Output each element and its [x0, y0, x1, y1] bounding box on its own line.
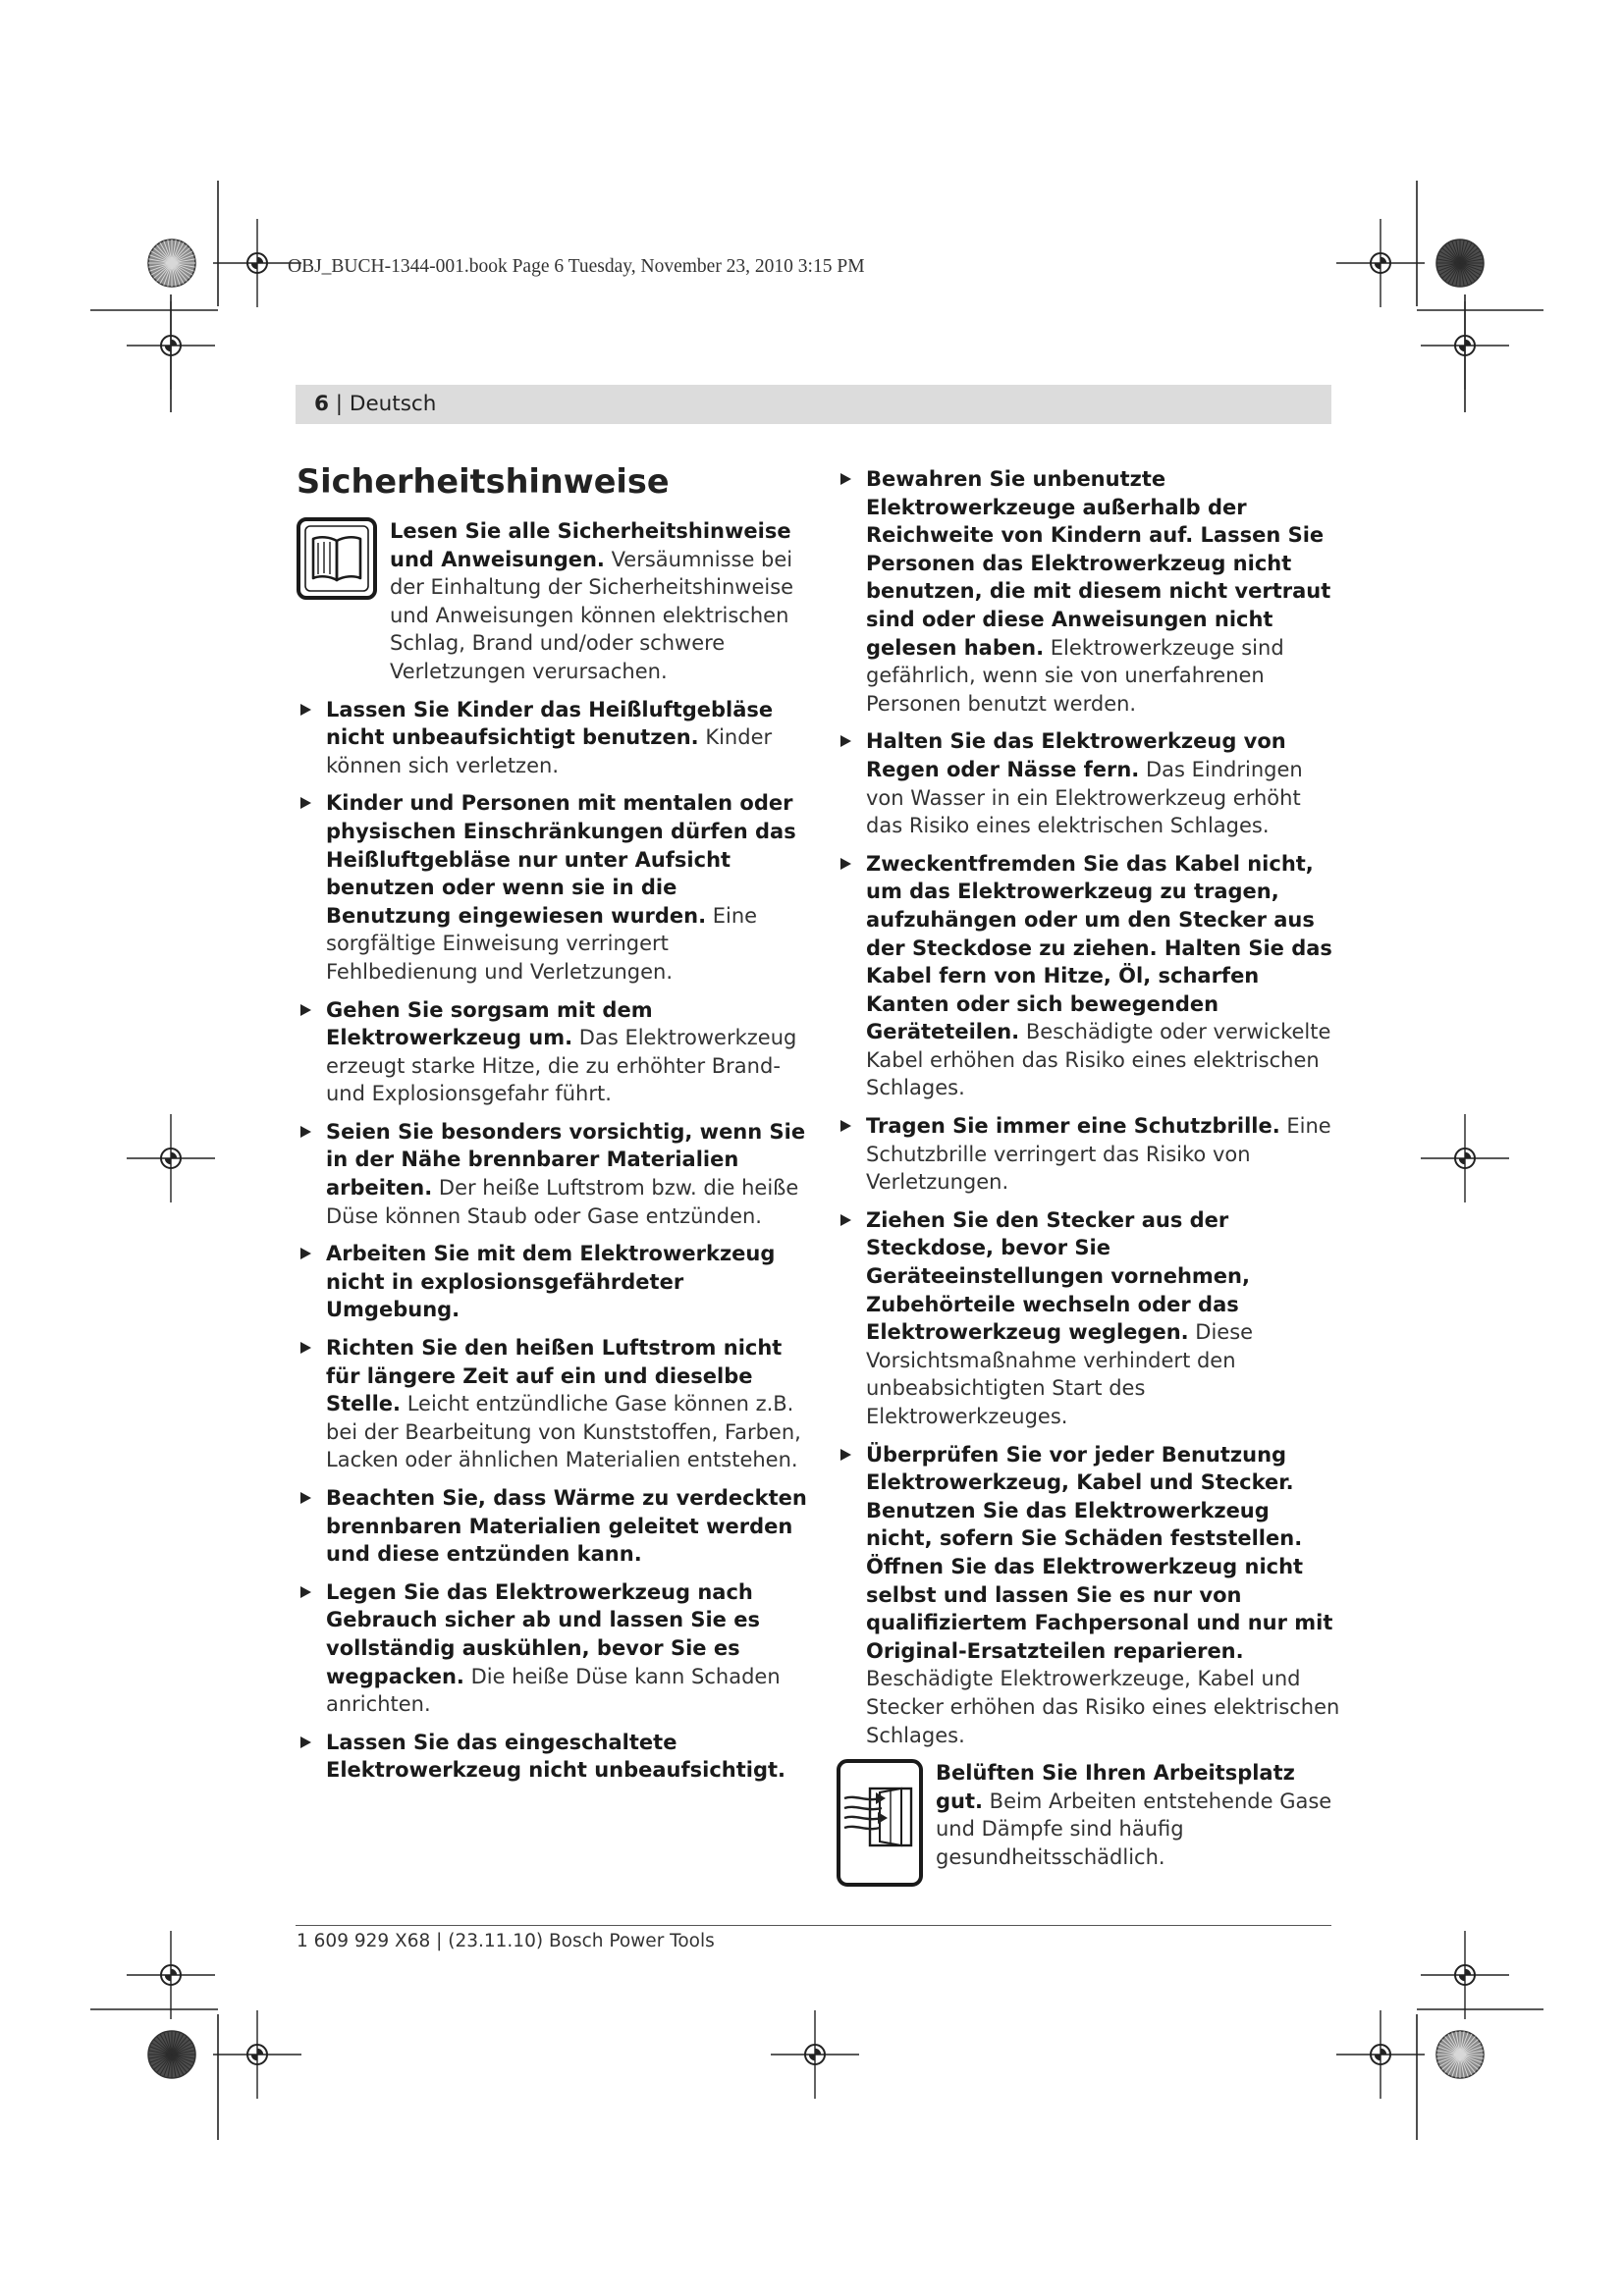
intro-text: [390, 517, 807, 686]
safety-item-bold: Zweckentfremden Sie das Kabel nicht, um das Elektrowerkzeug zu tragen, aufzuhängen oder um den Stecker aus der Steckdose zu ziehen. Halten Sie das Kabel fern von Hitze, Öl, scharfen Kanten oder sich bewegenden Geräteteilen.: [866, 851, 1332, 1044]
registration-quadrant: [1465, 340, 1471, 346]
safety-item-bold: Bewahren Sie unbenutzte Elektrowerkzeuge außerhalb der Reichweite von Kindern auf. Lassen Sie Personen das Elektrowerkzeug nicht benutzen, die mit diesem nicht vertraut sind oder diese Anweisungen nicht gelesen haben.: [866, 467, 1331, 660]
safety-item-bold: Gehen Sie sorgsam mit dem Elektrowerkzeug um.: [326, 997, 653, 1050]
bullet-arrow-icon: [300, 797, 311, 809]
left-safety-list: [297, 696, 807, 1785]
bullet-arrow-icon: [300, 704, 311, 716]
ventilation-text: [936, 1759, 1341, 1871]
header-text: [314, 392, 436, 416]
ventilation-bold: Belüften Sie Ihren Arbeitsplatz gut.: [936, 1761, 1295, 1813]
safety-item-bold: Tragen Sie immer eine Schutzbrille.: [866, 1114, 1280, 1139]
registration-quadrant: [815, 2049, 821, 2055]
registration-quadrant: [251, 2055, 257, 2060]
safety-item-bold: Lassen Sie Kinder das Heißluftgebläse nicht unbeaufsichtigt benutzen.: [326, 697, 774, 750]
right-safety-list: [837, 465, 1341, 1749]
safety-item-bold: Kinder und Personen mit mentalen oder physischen Einschränkungen dürfen das Heißluftgebläse nur unter Aufsicht benutzen oder wenn sie in die Benutzung eingewiesen wurden.: [326, 791, 796, 928]
registration-quadrant: [1459, 346, 1465, 351]
bullet-arrow-icon: [300, 1342, 311, 1354]
safety-item-text: Eine sorgfältige Einweisung verringert Fehlbedienung und Verletzungen.: [326, 903, 758, 984]
safety-item-text: Leicht entzündliche Gase können z.B. bei der Bearbeitung von Kunststoffen, Farben, Lacken oder ähnlichen Materialien entstehen.: [326, 1392, 801, 1472]
registration-quadrant: [257, 257, 263, 263]
footer-rule: [296, 1925, 1331, 1926]
bullet-arrow-icon: [840, 1214, 851, 1226]
bullet-arrow-icon: [300, 1736, 311, 1748]
left-column: [297, 517, 807, 1794]
safety-item-bold: Halten Sie das Elektrowerkzeug von Regen oder Nässe fern.: [866, 729, 1286, 781]
registration-quadrant: [1380, 257, 1386, 263]
page-number: 6: [314, 392, 329, 416]
ventilation-block: [837, 1759, 1341, 1887]
safety-item-bold: Überprüfen Sie vor jeder Benutzung Elektrowerkzeug, Kabel und Stecker. Benutzen Sie das Elektrowerkzeug nicht, sofern Sie Schäden feststellen. Öffnen Sie das Elektrowerkzeug nicht selbst und lassen Sie es nur von qualifiziertem Fachpersonal und nur mit Original-Ersatzteilen reparieren.: [866, 1442, 1333, 1663]
safety-item: [297, 996, 807, 1108]
safety-item: [297, 1240, 807, 1324]
registration-quadrant: [171, 340, 177, 346]
header-bar: [296, 385, 1331, 424]
header-language: Deutsch: [349, 392, 437, 416]
ventilation-window-icon: [837, 1759, 923, 1887]
safety-item: [837, 1206, 1341, 1431]
bullet-arrow-icon: [300, 1126, 311, 1138]
safety-item-text: Die heiße Düse kann Schaden anrichten.: [326, 1664, 781, 1717]
safety-item-bold: Seien Sie besonders vorsichtig, wenn Sie in der Nähe brennbarer Materialien arbeiten.: [326, 1119, 806, 1201]
bullet-arrow-icon: [840, 1120, 851, 1132]
safety-item-text: Der heiße Luftstrom bzw. die heiße Düse können Staub oder Gase entzünden.: [326, 1176, 799, 1228]
header-separator: |: [328, 392, 350, 416]
safety-item: [297, 1334, 807, 1474]
safety-item-text: Diese Vorsichtsmaßnahme verhindert den unbeabsichtigten Start des Elektrowerkzeuges.: [866, 1320, 1254, 1428]
safety-item: [297, 696, 807, 780]
safety-item: [297, 1578, 807, 1719]
safety-item-bold: Ziehen Sie den Stecker aus der Steckdose, bevor Sie Geräteeinstellungen vornehmen, Zubehörteile wechseln oder das Elektrowerkzeug weglegen.: [866, 1207, 1250, 1345]
bullet-arrow-icon: [300, 1248, 311, 1259]
manual-book-icon: [297, 517, 377, 600]
safety-item: [837, 850, 1341, 1102]
safety-item-text: Eine Schutzbrille verringert das Risiko von Verletzungen.: [866, 1114, 1331, 1195]
bullet-arrow-icon: [840, 735, 851, 747]
safety-item: [837, 465, 1341, 718]
safety-item: [837, 1441, 1341, 1750]
bullet-arrow-icon: [300, 1492, 311, 1504]
safety-item-bold: Arbeiten Sie mit dem Elektrowerkzeug nicht in explosionsgefährdeter Umgebung.: [326, 1242, 776, 1322]
registration-quadrant: [257, 2049, 263, 2055]
registration-quadrant: [1459, 1158, 1465, 1164]
safety-item: [837, 1112, 1341, 1197]
registration-quadrant: [1465, 1152, 1471, 1158]
registration-quadrant: [1465, 1969, 1471, 1975]
safety-item-bold: Beachten Sie, dass Wärme zu verdeckten brennbaren Materialien geleitet werden und diese entzünden kann.: [326, 1486, 807, 1567]
safety-item-text: Elektrowerkzeuge sind gefährlich, wenn sie von unerfahrenen Personen benutzt werden.: [866, 635, 1284, 716]
registration-quadrant: [1375, 263, 1380, 269]
safety-item: [297, 1484, 807, 1569]
footer-text: 1 609 929 X68 | (23.11.10) Bosch Power Tools: [297, 1931, 715, 1951]
intro-bold: Lesen Sie alle Sicherheitshinweise und Anweisungen.: [390, 519, 791, 571]
registration-quadrant: [165, 1158, 171, 1164]
bullet-arrow-icon: [840, 858, 851, 870]
bullet-arrow-icon: [300, 1586, 311, 1598]
safety-item: [297, 789, 807, 986]
safety-item-bold: Lassen Sie das eingeschaltete Elektrowerkzeug nicht unbeaufsichtigt.: [326, 1730, 786, 1783]
safety-item-text: Das Eindringen von Wasser in ein Elektrowerkzeug erhöht das Risiko eines elektrischen Schlages.: [866, 757, 1303, 838]
registration-quadrant: [809, 2055, 815, 2060]
ventilation-normal: Beim Arbeiten entstehende Gase und Dämpfe sind häufig gesundheitsschädlich.: [936, 1789, 1332, 1869]
book-info-line: OBJ_BUCH-1344-001.book Page 6 Tuesday, November 23, 2010 3:15 PM: [288, 256, 865, 277]
registration-quadrant: [1380, 2049, 1386, 2055]
safety-item: [837, 727, 1341, 839]
registration-quadrant: [1375, 2055, 1380, 2060]
registration-quadrant: [165, 1975, 171, 1981]
safety-item-bold: Richten Sie den heißen Luftstrom nicht für längere Zeit auf ein und dieselbe Stelle.: [326, 1336, 783, 1416]
safety-item-bold: Legen Sie das Elektrowerkzeug nach Gebrauch sicher ab und lassen Sie es vollständig auskühlen, bevor Sie es wegpacken.: [326, 1579, 760, 1688]
intro-normal: Versäumnisse bei der Einhaltung der Sicherheitshinweise und Anweisungen können elektrischen Schlag, Brand und/oder schwere Verletzungen verursachen.: [390, 547, 794, 683]
safety-item-text: Kinder können sich verletzen.: [326, 725, 773, 777]
safety-item: [297, 1729, 807, 1785]
safety-item-text: Beschädigte Elektrowerkzeuge, Kabel und Stecker erhöhen das Risiko eines elektrischen Schlages.: [866, 1667, 1340, 1747]
bullet-arrow-icon: [300, 1004, 311, 1016]
registration-quadrant: [251, 263, 257, 269]
safety-item: [297, 1118, 807, 1230]
registration-quadrant: [171, 1969, 177, 1975]
right-column: [837, 465, 1341, 1896]
safety-item-text: Beschädigte oder verwickelte Kabel erhöhen das Risiko eines elektrischen Schlages.: [866, 1020, 1331, 1100]
registration-quadrant: [1459, 1975, 1465, 1981]
section-title: Sicherheitshinweise: [297, 462, 670, 501]
intro-block: [297, 517, 807, 686]
registration-quadrant: [171, 1152, 177, 1158]
registration-quadrant: [165, 346, 171, 351]
safety-item-text: Das Elektrowerkzeug erzeugt starke Hitze, die zu erhöhter Brand- und Explosionsgefahr führt.: [326, 1026, 797, 1106]
bullet-arrow-icon: [840, 473, 851, 485]
bullet-arrow-icon: [840, 1449, 851, 1461]
